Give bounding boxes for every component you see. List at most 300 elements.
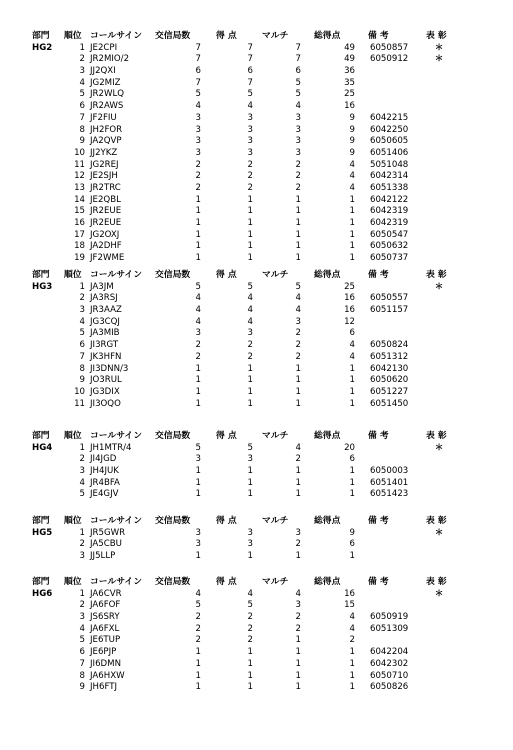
- rank-cell: 6: [79, 647, 85, 658]
- points-cell: 6: [247, 66, 253, 77]
- total-cell: 1: [349, 386, 355, 397]
- header-note: 備 考: [368, 31, 389, 41]
- result-rows: [0, 528, 513, 563]
- table-row: [0, 624, 513, 636]
- header-rank: 順位: [64, 577, 82, 587]
- points-cell: 3: [247, 136, 253, 147]
- total-cell: 4: [349, 340, 355, 351]
- header-rank: 順位: [64, 516, 82, 526]
- points-cell: 4: [247, 588, 253, 599]
- header-row: [0, 31, 513, 43]
- points-cell: 3: [247, 328, 253, 339]
- total-cell: 20: [344, 442, 355, 453]
- qso-cell: 7: [195, 77, 201, 88]
- qso-cell: 3: [195, 328, 201, 339]
- total-cell: 15: [344, 600, 355, 611]
- multi-cell: 4: [295, 293, 301, 304]
- division-label: HG6: [32, 588, 53, 599]
- total-cell: 1: [349, 241, 355, 252]
- note-cell: 6051227: [370, 386, 409, 397]
- header-callsign: コールサイン: [90, 31, 142, 41]
- qso-cell: 6: [195, 66, 201, 77]
- callsign-cell: JR2MIO/2: [90, 54, 130, 65]
- header-honor: 表 彰: [426, 431, 447, 441]
- points-cell: 4: [247, 293, 253, 304]
- qso-cell: 1: [195, 551, 201, 562]
- table-row: [0, 78, 513, 90]
- header-rank: 順位: [64, 431, 82, 441]
- multi-cell: 1: [295, 670, 301, 681]
- qso-cell: 7: [195, 42, 201, 53]
- callsign-cell: JI3DNN/3: [90, 363, 129, 374]
- points-cell: 1: [247, 386, 253, 397]
- result-rows: [0, 43, 513, 265]
- qso-cell: 1: [195, 229, 201, 240]
- rank-cell: 2: [79, 54, 85, 65]
- points-cell: 7: [247, 54, 253, 65]
- multi-cell: 1: [295, 551, 301, 562]
- rank-cell: 1: [79, 588, 85, 599]
- header-callsign: コールサイン: [90, 431, 142, 441]
- qso-cell: 1: [195, 253, 201, 264]
- callsign-cell: JG3DIX: [90, 386, 120, 397]
- division-label: HG5: [32, 527, 53, 538]
- total-cell: 1: [349, 489, 355, 500]
- header-qso: 交信局数: [155, 577, 191, 587]
- section-hg4: [0, 431, 513, 501]
- points-cell: 2: [247, 340, 253, 351]
- points-cell: 1: [247, 647, 253, 658]
- callsign-cell: JR2EUE: [90, 206, 122, 217]
- multi-cell: 1: [295, 398, 301, 409]
- header-qso: 交信局数: [155, 516, 191, 526]
- points-cell: 1: [247, 670, 253, 681]
- qso-cell: 2: [195, 159, 201, 170]
- note-cell: 6050620: [370, 375, 409, 386]
- table-row: [0, 148, 513, 160]
- qso-cell: 1: [195, 241, 201, 252]
- rank-cell: 3: [79, 466, 85, 477]
- header-total: 総得点: [314, 577, 341, 587]
- table-row: [0, 375, 513, 387]
- header-division: 部門: [32, 270, 50, 280]
- points-cell: 4: [247, 316, 253, 327]
- table-row: [0, 317, 513, 329]
- callsign-cell: JE2SJH: [90, 171, 118, 182]
- qso-cell: 2: [195, 635, 201, 646]
- rank-cell: 14: [74, 194, 85, 205]
- rank-cell: 1: [79, 527, 85, 538]
- note-cell: 6050557: [370, 293, 409, 304]
- qso-cell: 4: [195, 293, 201, 304]
- total-cell: 1: [349, 375, 355, 386]
- total-cell: 1: [349, 658, 355, 669]
- header-points: 得 点: [216, 31, 237, 41]
- header-note: 備 考: [368, 577, 389, 587]
- honor-mark: ＊: [434, 588, 444, 599]
- qso-cell: 2: [195, 623, 201, 634]
- table-row: [0, 659, 513, 671]
- table-row: [0, 230, 513, 242]
- note-cell: 6042122: [370, 194, 409, 205]
- note-cell: 6051450: [370, 398, 409, 409]
- callsign-cell: JH2FOR: [90, 124, 123, 135]
- points-cell: 2: [247, 623, 253, 634]
- header-honor: 表 彰: [426, 270, 447, 280]
- table-row: [0, 282, 513, 294]
- points-cell: 1: [247, 551, 253, 562]
- total-cell: 9: [349, 124, 355, 135]
- rank-cell: 6: [79, 340, 85, 351]
- total-cell: 4: [349, 171, 355, 182]
- division-label: HG4: [32, 442, 53, 453]
- table-row: [0, 101, 513, 113]
- callsign-cell: JG3CQJ: [90, 316, 120, 327]
- table-row: [0, 66, 513, 78]
- points-cell: 5: [247, 89, 253, 100]
- note-cell: 6042314: [370, 171, 409, 182]
- qso-cell: 2: [195, 182, 201, 193]
- multi-cell: 3: [295, 600, 301, 611]
- header-total: 総得点: [314, 431, 341, 441]
- rank-cell: 15: [74, 206, 85, 217]
- rank-cell: 13: [74, 182, 85, 193]
- callsign-cell: JI3RGT: [90, 340, 119, 351]
- total-cell: 4: [349, 623, 355, 634]
- result-rows: [0, 282, 513, 411]
- header-row: [0, 270, 513, 282]
- table-row: [0, 113, 513, 125]
- result-rows: [0, 443, 513, 501]
- rank-cell: 9: [79, 136, 85, 147]
- callsign-cell: JH6FTJ: [90, 682, 118, 693]
- total-cell: 9: [349, 527, 355, 538]
- qso-cell: 1: [195, 477, 201, 488]
- table-row: [0, 682, 513, 694]
- callsign-cell: JF2WME: [90, 253, 125, 264]
- total-cell: 49: [344, 54, 355, 65]
- points-cell: 2: [247, 635, 253, 646]
- callsign-cell: JG2REJ: [90, 159, 119, 170]
- rank-cell: 10: [74, 386, 85, 397]
- callsign-cell: JR4BFA: [90, 477, 120, 488]
- total-cell: 9: [349, 112, 355, 123]
- callsign-cell: JR5GWR: [90, 527, 126, 538]
- header-qso: 交信局数: [155, 431, 191, 441]
- rank-cell: 4: [79, 77, 85, 88]
- table-row: [0, 589, 513, 601]
- note-cell: 6042319: [370, 206, 409, 217]
- multi-cell: 1: [295, 386, 301, 397]
- header-multi: マルチ: [262, 270, 289, 280]
- total-cell: 16: [344, 588, 355, 599]
- multi-cell: 7: [295, 54, 301, 65]
- points-cell: 2: [247, 182, 253, 193]
- rank-cell: 17: [74, 229, 85, 240]
- multi-cell: 1: [295, 253, 301, 264]
- rank-cell: 8: [79, 363, 85, 374]
- qso-cell: 1: [195, 466, 201, 477]
- total-cell: 1: [349, 647, 355, 658]
- multi-cell: 1: [295, 229, 301, 240]
- header-honor: 表 彰: [426, 516, 447, 526]
- total-cell: 1: [349, 363, 355, 374]
- table-row: [0, 195, 513, 207]
- multi-cell: 2: [295, 182, 301, 193]
- note-cell: 6042302: [370, 658, 409, 669]
- honor-mark: ＊: [434, 281, 444, 292]
- callsign-cell: JK3HFN: [90, 351, 122, 362]
- points-cell: 7: [247, 42, 253, 53]
- note-cell: 6051401: [370, 477, 409, 488]
- total-cell: 36: [344, 66, 355, 77]
- header-rank: 順位: [64, 270, 82, 280]
- total-cell: 12: [344, 316, 355, 327]
- header-points: 得 点: [216, 577, 237, 587]
- multi-cell: 1: [295, 218, 301, 228]
- qso-cell: 2: [195, 171, 201, 182]
- note-cell: 6050824: [370, 340, 409, 351]
- total-cell: 2: [349, 635, 355, 646]
- table-row: [0, 352, 513, 364]
- note-cell: 6051157: [370, 305, 409, 316]
- callsign-cell: JA2DHF: [90, 241, 122, 252]
- multi-cell: 6: [295, 66, 301, 77]
- table-row: [0, 160, 513, 172]
- points-cell: 1: [247, 682, 253, 693]
- points-cell: 3: [247, 124, 253, 135]
- rank-cell: 16: [74, 218, 85, 228]
- table-row: [0, 635, 513, 647]
- total-cell: 1: [349, 206, 355, 217]
- note-cell: 6050912: [370, 54, 409, 65]
- total-cell: 1: [349, 682, 355, 693]
- rank-cell: 8: [79, 124, 85, 135]
- table-row: [0, 364, 513, 376]
- multi-cell: 1: [295, 363, 301, 374]
- header-honor: 表 彰: [426, 577, 447, 587]
- rank-cell: 5: [79, 89, 85, 100]
- section-hg3: [0, 270, 513, 410]
- rank-cell: 2: [79, 454, 85, 465]
- rank-cell: 5: [79, 489, 85, 500]
- header-row: [0, 431, 513, 443]
- callsign-cell: JS6SRY: [90, 612, 120, 623]
- qso-cell: 3: [195, 539, 201, 550]
- qso-cell: 4: [195, 305, 201, 316]
- points-cell: 5: [247, 281, 253, 292]
- multi-cell: 2: [295, 328, 301, 339]
- points-cell: 4: [247, 305, 253, 316]
- callsign-cell: JG2MIZ: [90, 77, 121, 88]
- total-cell: 6: [349, 328, 355, 339]
- rank-cell: 4: [79, 623, 85, 634]
- table-row: [0, 539, 513, 551]
- qso-cell: 2: [195, 340, 201, 351]
- qso-cell: 1: [195, 363, 201, 374]
- qso-cell: 3: [195, 112, 201, 123]
- callsign-cell: JE2QBL: [90, 194, 121, 205]
- multi-cell: 3: [295, 112, 301, 123]
- points-cell: 1: [247, 241, 253, 252]
- note-cell: 6042130: [370, 363, 409, 374]
- table-row: [0, 241, 513, 253]
- multi-cell: 5: [295, 77, 301, 88]
- rank-cell: 8: [79, 670, 85, 681]
- total-cell: 35: [344, 77, 355, 88]
- table-row: [0, 125, 513, 137]
- qso-cell: 1: [195, 375, 201, 386]
- qso-cell: 3: [195, 124, 201, 135]
- section-hg2: [0, 31, 513, 265]
- qso-cell: 1: [195, 682, 201, 693]
- points-cell: 3: [247, 527, 253, 538]
- total-cell: 9: [349, 147, 355, 158]
- multi-cell: 3: [295, 147, 301, 158]
- multi-cell: 4: [295, 101, 301, 112]
- header-qso: 交信局数: [155, 270, 191, 280]
- result-rows: [0, 589, 513, 694]
- multi-cell: 2: [295, 351, 301, 362]
- points-cell: 3: [247, 147, 253, 158]
- multi-cell: 1: [295, 682, 301, 693]
- table-row: [0, 293, 513, 305]
- table-row: [0, 551, 513, 563]
- rank-cell: 7: [79, 112, 85, 123]
- header-multi: マルチ: [262, 31, 289, 41]
- rank-cell: 3: [79, 305, 85, 316]
- multi-cell: 4: [295, 305, 301, 316]
- honor-mark: ＊: [434, 54, 444, 65]
- rank-cell: 1: [79, 42, 85, 53]
- rank-cell: 1: [79, 442, 85, 453]
- points-cell: 5: [247, 442, 253, 453]
- header-division: 部門: [32, 516, 50, 526]
- callsign-cell: JE4GJV: [90, 489, 119, 500]
- rank-cell: 11: [74, 398, 85, 409]
- qso-cell: 3: [195, 147, 201, 158]
- multi-cell: 3: [295, 136, 301, 147]
- header-total: 総得点: [314, 516, 341, 526]
- points-cell: 1: [247, 477, 253, 488]
- rank-cell: 2: [79, 600, 85, 611]
- rank-cell: 2: [79, 293, 85, 304]
- callsign-cell: JA2QVP: [90, 136, 122, 147]
- total-cell: 16: [344, 101, 355, 112]
- total-cell: 6: [349, 539, 355, 550]
- qso-cell: 1: [195, 218, 201, 228]
- callsign-cell: JO3RUL: [90, 375, 122, 386]
- note-cell: 6051423: [370, 489, 409, 500]
- table-row: [0, 443, 513, 455]
- section-hg5: [0, 516, 513, 563]
- rank-cell: 3: [79, 66, 85, 77]
- rank-cell: 4: [79, 477, 85, 488]
- qso-cell: 1: [195, 398, 201, 409]
- rank-cell: 4: [79, 316, 85, 327]
- honor-mark: ＊: [434, 442, 444, 453]
- table-row: [0, 328, 513, 340]
- points-cell: 1: [247, 375, 253, 386]
- rank-cell: 19: [74, 253, 85, 264]
- header-rank: 順位: [64, 31, 82, 41]
- total-cell: 49: [344, 42, 355, 53]
- points-cell: 2: [247, 171, 253, 182]
- multi-cell: 7: [295, 42, 301, 53]
- points-cell: 3: [247, 112, 253, 123]
- multi-cell: 2: [295, 340, 301, 351]
- callsign-cell: JA6FXL: [90, 623, 120, 634]
- total-cell: 1: [349, 218, 355, 228]
- rank-cell: 12: [74, 171, 85, 182]
- points-cell: 5: [247, 600, 253, 611]
- multi-cell: 2: [295, 612, 301, 623]
- callsign-cell: JR3AAZ: [90, 305, 122, 316]
- table-row: [0, 43, 513, 55]
- total-cell: 4: [349, 612, 355, 623]
- points-cell: 2: [247, 351, 253, 362]
- callsign-cell: JE6PJP: [90, 647, 117, 658]
- header-points: 得 点: [216, 516, 237, 526]
- rank-cell: 2: [79, 539, 85, 550]
- points-cell: 1: [247, 466, 253, 477]
- multi-cell: 1: [295, 375, 301, 386]
- multi-cell: 2: [295, 159, 301, 170]
- header-division: 部門: [32, 31, 50, 41]
- callsign-cell: JA6CVR: [90, 588, 122, 599]
- multi-cell: 4: [295, 442, 301, 453]
- total-cell: 25: [344, 281, 355, 292]
- rank-cell: 7: [79, 658, 85, 669]
- points-cell: 4: [247, 101, 253, 112]
- qso-cell: 4: [195, 101, 201, 112]
- qso-cell: 4: [195, 588, 201, 599]
- rank-cell: 11: [74, 159, 85, 170]
- rank-cell: 3: [79, 612, 85, 623]
- header-total: 総得点: [314, 31, 341, 41]
- honor-mark: ＊: [434, 42, 444, 53]
- points-cell: 1: [247, 229, 253, 240]
- total-cell: 1: [349, 194, 355, 205]
- header-row: [0, 577, 513, 589]
- total-cell: 1: [349, 398, 355, 409]
- points-cell: 7: [247, 77, 253, 88]
- multi-cell: 1: [295, 466, 301, 477]
- table-row: [0, 671, 513, 683]
- rank-cell: 5: [79, 328, 85, 339]
- note-cell: 6050919: [370, 612, 409, 623]
- table-row: [0, 253, 513, 265]
- table-row: [0, 54, 513, 66]
- callsign-cell: JA3MIB: [90, 328, 120, 339]
- table-row: [0, 218, 513, 230]
- qso-cell: 7: [195, 54, 201, 65]
- table-row: [0, 305, 513, 317]
- total-cell: 16: [344, 293, 355, 304]
- multi-cell: 5: [295, 89, 301, 100]
- rank-cell: 3: [79, 551, 85, 562]
- table-row: [0, 340, 513, 352]
- header-multi: マルチ: [262, 431, 289, 441]
- multi-cell: 1: [295, 477, 301, 488]
- callsign-cell: JR2TRC: [90, 182, 121, 193]
- qso-cell: 3: [195, 454, 201, 465]
- note-cell: 6051312: [370, 351, 409, 362]
- multi-cell: 3: [295, 316, 301, 327]
- total-cell: 1: [349, 670, 355, 681]
- total-cell: 4: [349, 182, 355, 193]
- rank-cell: 18: [74, 241, 85, 252]
